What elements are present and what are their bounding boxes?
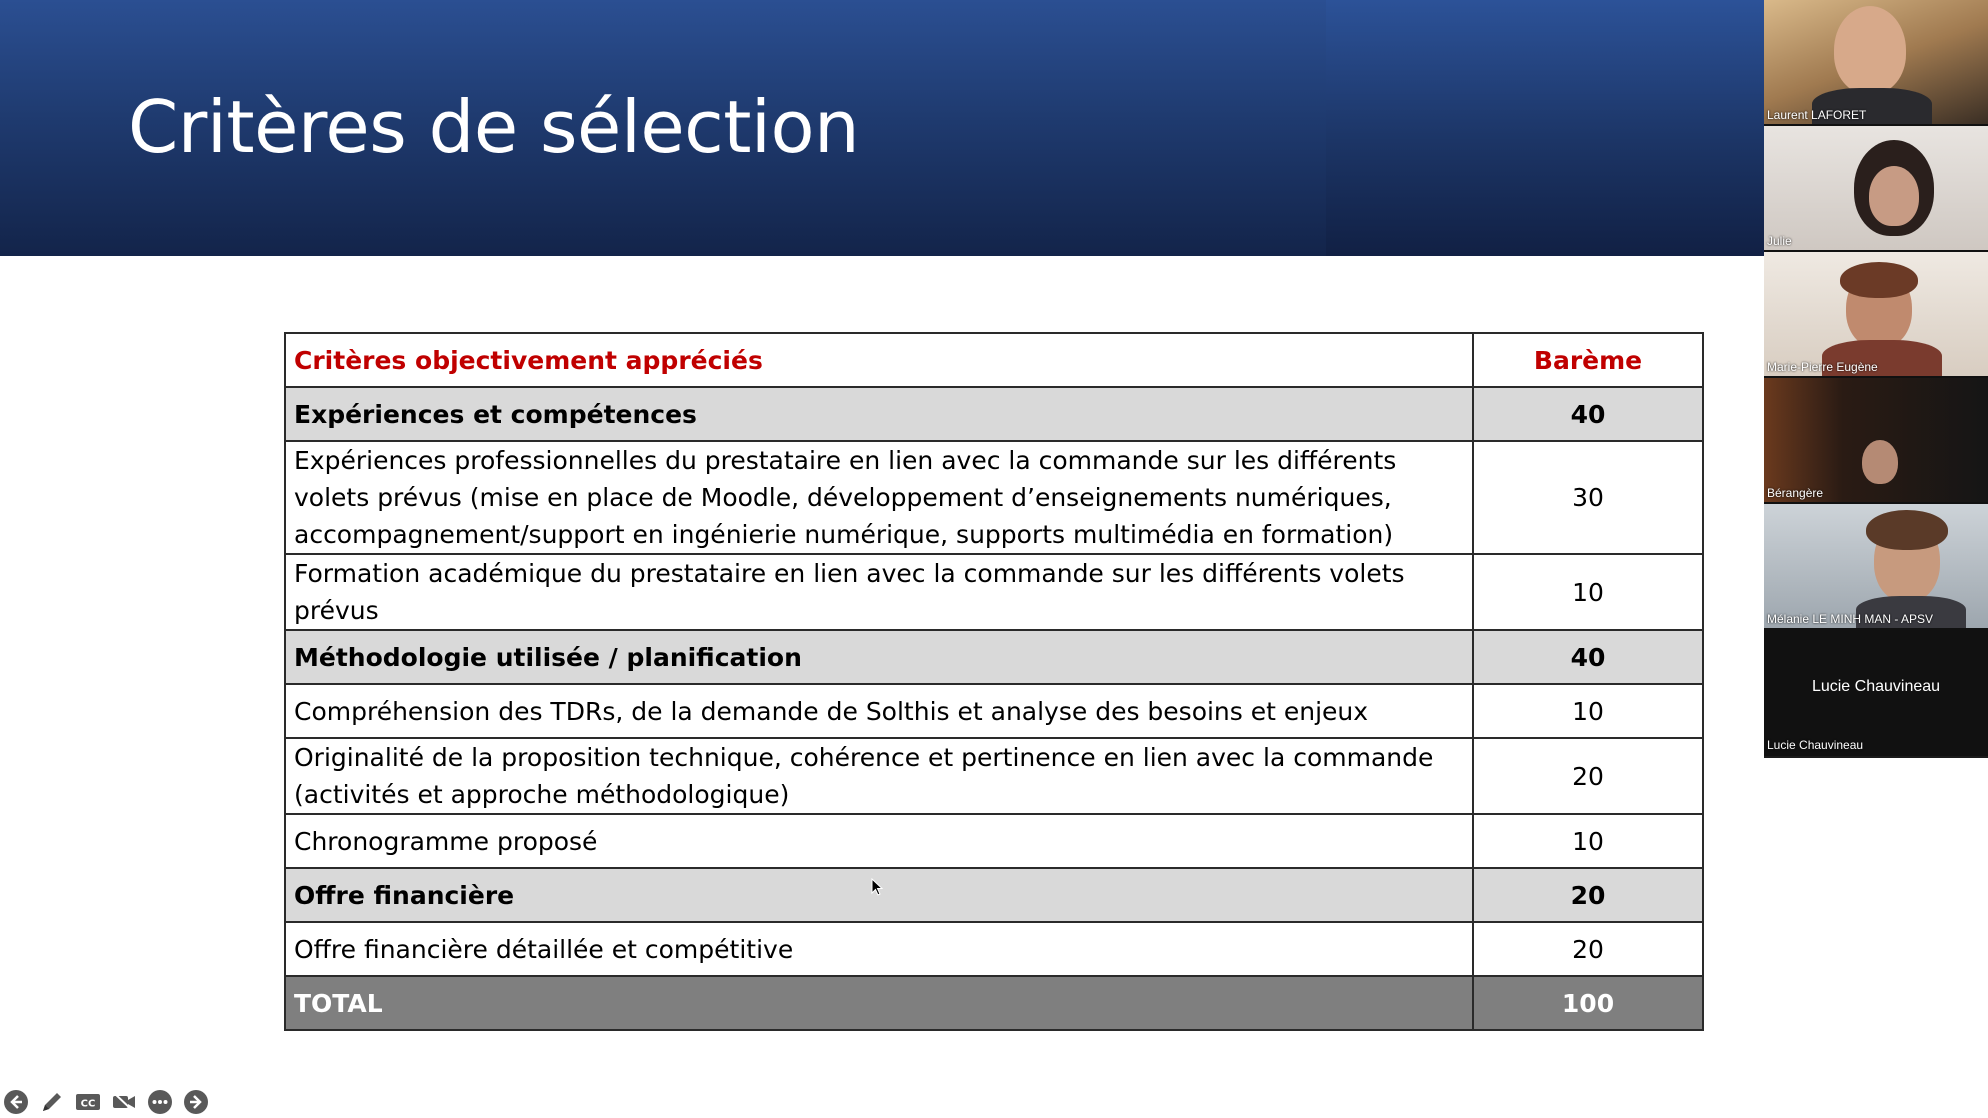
- camera-toggle-button[interactable]: [110, 1088, 138, 1116]
- participant-name: Julie: [1767, 234, 1792, 248]
- participant-name: Laurent LAFORET: [1767, 108, 1867, 122]
- table-row: [285, 387, 1703, 441]
- table-row: [285, 738, 1703, 814]
- participant-video-tile[interactable]: [1764, 0, 1988, 126]
- criterion-score: 20: [1473, 738, 1703, 814]
- criterion-score: 10: [1473, 554, 1703, 630]
- closed-caption-icon: [75, 1089, 101, 1115]
- slide-title: Critères de sélection: [128, 85, 860, 169]
- participant-video-tile[interactable]: [1764, 378, 1988, 504]
- participant-video-tile[interactable]: [1764, 252, 1988, 378]
- slideshow-toolbar: [2, 1088, 210, 1116]
- participant-face: [1869, 166, 1919, 226]
- video-off-icon: [111, 1089, 137, 1115]
- svg-text:CC: CC: [80, 1098, 96, 1110]
- participant-video-tile[interactable]: [1764, 126, 1988, 252]
- previous-slide-button[interactable]: [2, 1088, 30, 1116]
- participant-face: [1834, 6, 1906, 94]
- pen-icon: [39, 1089, 65, 1115]
- subtitles-button[interactable]: [74, 1088, 102, 1116]
- arrow-left-icon: [3, 1089, 29, 1115]
- table-row: [285, 814, 1703, 868]
- next-slide-button[interactable]: [182, 1088, 210, 1116]
- mouse-cursor-icon: [871, 878, 885, 903]
- criterion-label: Chronogramme proposé: [285, 814, 1473, 868]
- criterion-label: Originalité de la proposition technique, cohérence et pertinence en lien avec la commande (activités et approche méthodologique): [285, 738, 1473, 814]
- participant-placeholder-name: Lucie Chauvineau: [1811, 678, 1941, 695]
- more-options-button[interactable]: [146, 1088, 174, 1116]
- criterion-score: 30: [1473, 441, 1703, 554]
- section-score: 20: [1473, 868, 1703, 922]
- table-row: [285, 868, 1703, 922]
- section-score: 40: [1473, 387, 1703, 441]
- participants-panel: [1764, 0, 1988, 758]
- table-header-row: [285, 333, 1703, 387]
- table-row: [285, 630, 1703, 684]
- section-score: 40: [1473, 630, 1703, 684]
- participant-name: Marie-Pierre Eugène: [1767, 360, 1878, 374]
- slide-header-banner: [0, 0, 1764, 256]
- score-column-header: Barème: [1473, 333, 1703, 387]
- table-total-row: [285, 976, 1703, 1030]
- criterion-score: 20: [1473, 922, 1703, 976]
- total-label: TOTAL: [285, 976, 1473, 1030]
- criterion-label: Offre financière détaillée et compétitive: [285, 922, 1473, 976]
- participant-name: Mélanie LE MINH MAN - APSV: [1767, 612, 1934, 626]
- table-row: [285, 441, 1703, 554]
- participant-video-tile[interactable]: [1764, 630, 1988, 756]
- criteria-column-header: Critères objectivement appréciés: [285, 333, 1473, 387]
- criterion-label: Formation académique du prestataire en lien avec la commande sur les différents volets prévus: [285, 554, 1473, 630]
- participant-name: Bérangère: [1767, 486, 1824, 500]
- selection-criteria-table: [284, 332, 1704, 1031]
- section-label: Méthodologie utilisée / planification: [285, 630, 1473, 684]
- criterion-score: 10: [1473, 684, 1703, 738]
- pen-tool-button[interactable]: [38, 1088, 66, 1116]
- table-row: [285, 684, 1703, 738]
- participant-name: Lucie Chauvineau: [1767, 738, 1864, 752]
- participant-video-tile[interactable]: [1764, 504, 1988, 630]
- table-row: [285, 554, 1703, 630]
- participant-face: [1862, 440, 1898, 484]
- participant-hair: [1866, 510, 1948, 550]
- total-score: 100: [1473, 976, 1703, 1030]
- arrow-right-icon: [183, 1089, 209, 1115]
- participant-hair: [1840, 262, 1918, 298]
- table-row: [285, 922, 1703, 976]
- criterion-label: Compréhension des TDRs, de la demande de Solthis et analyse des besoins et enjeux: [285, 684, 1473, 738]
- more-icon: [147, 1089, 173, 1115]
- header-accent-panel: [1326, 0, 1764, 256]
- section-label: Expériences et compétences: [285, 387, 1473, 441]
- criterion-label: Expériences professionnelles du prestataire en lien avec la commande sur les différents volets prévus (mise en place de Moodle, développement d’enseignements numériques, accompagnement/support en ingénierie numérique, supports multimédia en formation): [285, 441, 1473, 554]
- section-label: Offre financière: [285, 868, 1473, 922]
- criterion-score: 10: [1473, 814, 1703, 868]
